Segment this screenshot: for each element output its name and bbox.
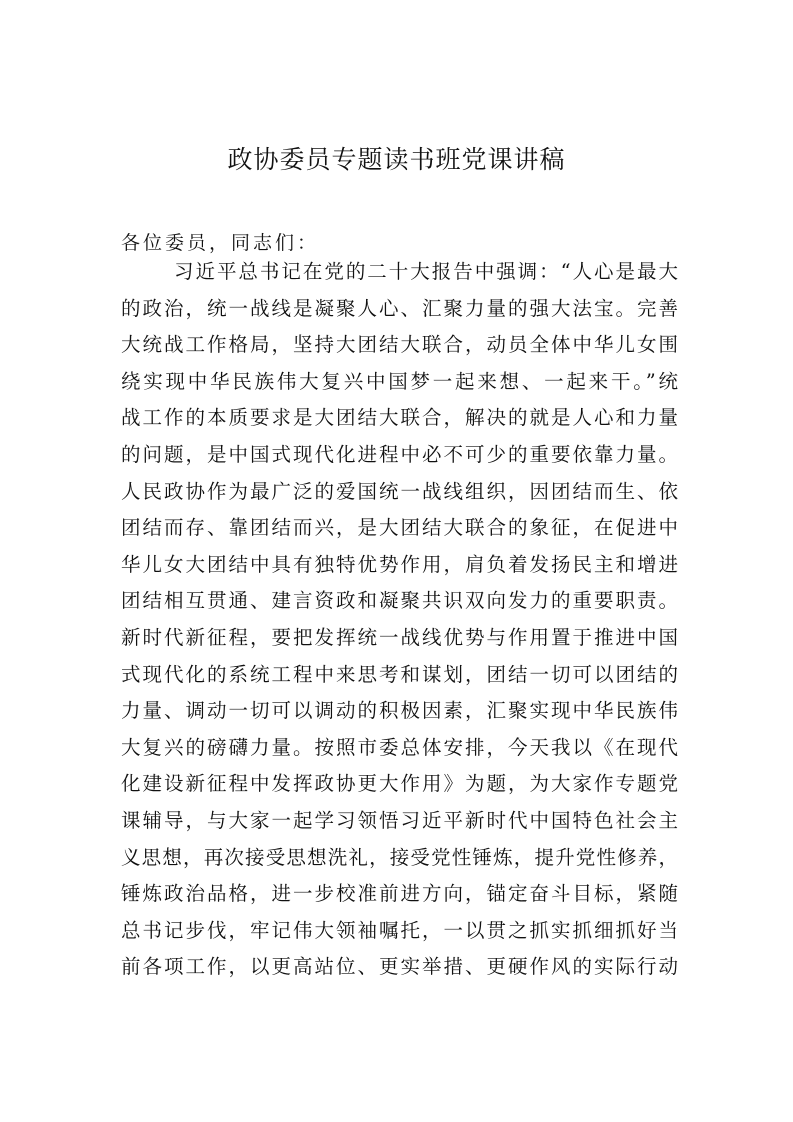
paragraph-line: 课辅导，与大家一起学习领悟习近平新时代中国特色社会主 [121, 808, 678, 832]
paragraph-line: 力量、调动一切可以调动的积极因素，汇聚实现中华民族伟 [121, 699, 678, 723]
paragraph-line: 式现代化的系统工程中来思考和谋划，团结一切可以团结的 [121, 662, 678, 686]
paragraph-line: 绕实现中华民族伟大复兴中国梦一起来想、一起来干。”统 [121, 369, 678, 393]
salutation: 各位委员，同志们： [121, 232, 320, 254]
paragraph-line: 团结相互贯通、建言资政和凝聚共识双向发力的重要职责。 [121, 589, 678, 613]
paragraph-line: 的问题，是中国式现代化进程中必不可少的重要依靠力量。 [121, 442, 678, 466]
paragraph-line: 锤炼政治品格，进一步校准前进方向，锚定奋斗目标，紧随 [121, 882, 678, 906]
paragraph-line: 战工作的本质要求是大团结大联合，解决的就是人心和力量 [121, 406, 678, 430]
paragraph-line: 大统战工作格局，坚持大团结大联合，动员全体中华儿女围 [121, 333, 678, 357]
paragraph-line: 化建设新征程中发挥政协更大作用》为题，为大家作专题党 [121, 772, 678, 796]
paragraph-line: 前各项工作，以更高站位、更实举措、更硬作风的实际行动 [121, 955, 678, 979]
paragraph-line: 总书记步伐，牢记伟大领袖嘱托，一以贯之抓实抓细抓好当 [121, 918, 678, 942]
paragraph-line: 的政治，统一战线是凝聚人心、汇聚力量的强大法宝。完善 [121, 296, 678, 320]
paragraph-line: 新时代新征程，要把发挥统一战线优势与作用置于推进中国 [121, 625, 678, 649]
paragraph-line: 义思想，再次接受思想洗礼，接受党性锤炼，提升党性修养， [121, 845, 678, 869]
paragraph-line: 习近平总书记在党的二十大报告中强调：“人心是最大 [174, 260, 678, 283]
paragraph-line: 人民政协作为最广泛的爱国统一战线组织，因团结而生、依 [121, 479, 678, 503]
document-title: 政协委员专题读书班党课讲稿 [227, 145, 566, 174]
paragraph-line: 华儿女大团结中具有独特优势作用，肩负着发扬民主和增进 [121, 552, 678, 576]
body-paragraph [121, 260, 678, 992]
paragraph-line: 大复兴的磅礴力量。按照市委总体安排，今天我以《在现代 [121, 735, 678, 759]
paragraph-line: 团结而存、靠团结而兴，是大团结大联合的象征，在促进中 [121, 516, 678, 540]
